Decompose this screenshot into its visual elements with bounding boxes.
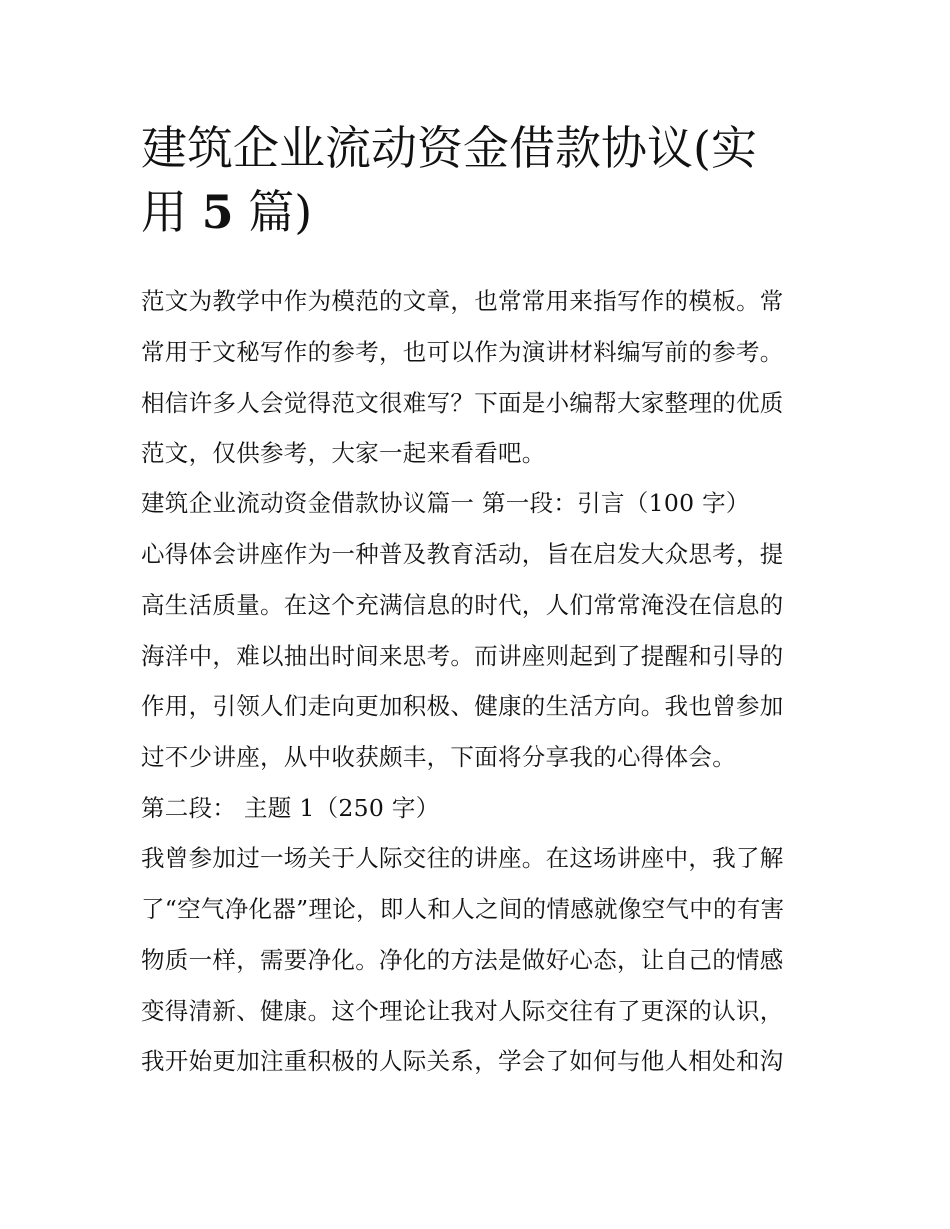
body-line: 我曾参加过一场关于人际交往的讲座。在这场讲座中，我了解 [141, 844, 784, 872]
body-line: 了“空气净化器”理论，即人和人之间的情感就像空气中的有害 [141, 895, 785, 923]
body-line: 范文为教学中作为模范的文章，也常常用来指写作的模板。常 [141, 287, 784, 315]
body-line: 范文，仅供参考，大家一起来看看吧。 [141, 439, 546, 467]
section-heading-line: 第二段： 主题 1（250 字） [141, 794, 440, 822]
document-title [141, 116, 821, 244]
title-line-2-suffix: 篇) [233, 185, 313, 239]
body-line: 过不少讲座，从中收获颇丰，下面将分享我的心得体会。 [141, 743, 736, 771]
title-line-2-number: 5 [201, 185, 234, 239]
body-line: 高生活质量。在这个充满信息的时代，人们常常淹没在信息的 [141, 591, 784, 619]
body-line: 心得体会讲座作为一种普及教育活动，旨在启发大众思考，提 [141, 540, 784, 568]
title-line-1: 建筑企业流动资金借款协议(实 [141, 121, 757, 175]
body-line: 海洋中，难以抽出时间来思考。而讲座则起到了提醒和引导的 [141, 642, 784, 670]
body-line: 相信许多人会觉得范文很难写？下面是小编帮大家整理的优质 [141, 389, 784, 417]
body-line: 作用，引领人们走向更加积极、健康的生活方向。我也曾参加 [141, 692, 784, 720]
body-line: 我开始更加注重积极的人际关系，学会了如何与他人相处和沟 [141, 1047, 784, 1075]
section-heading-line: 建筑企业流动资金借款协议篇一 第一段：引言（100 字） [141, 489, 750, 517]
body-line: 常用于文秘写作的参考，也可以作为演讲材料编写前的参考。 [141, 338, 784, 366]
body-line: 物质一样，需要净化。净化的方法是做好心态，让自己的情感 [141, 946, 784, 974]
title-line-2-prefix: 用 [141, 185, 202, 239]
body-line: 变得清新、健康。这个理论让我对人际交往有了更深的认识， [141, 997, 784, 1025]
